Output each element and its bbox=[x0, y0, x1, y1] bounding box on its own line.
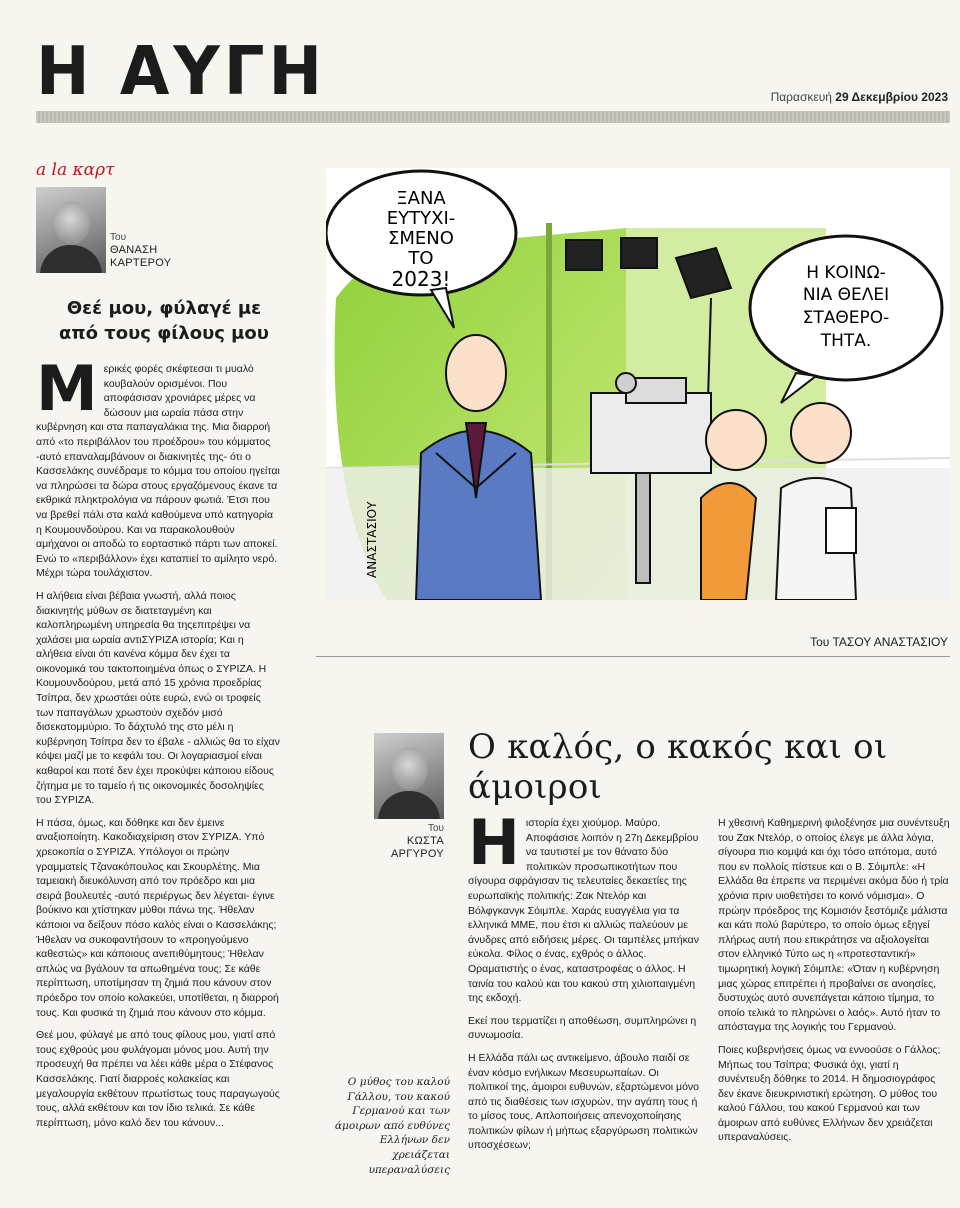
bubble-right-line: ΝΙΑ ΘΕΛΕΙ bbox=[802, 285, 890, 305]
paragraph: Η Ελλάδα πάλι ως αντικείμενο, άβουλο παιδί σε έναν κόσμο ενήλικων Μεσευρωπαίων. Οι πολιτικοί της, άμοιροι ευθυνών, εξαρτώμενοι μόνο από τις διαθέσεις των ισχυρών, την αγάπη τους ή το μίσος τους. Απλοποιήσεις απενοχοποίησης πολιτικών φίλων ή μήπως εξαργύρωση πολιτικών υποσχέσεων; bbox=[468, 1051, 700, 1152]
right-article-col2 bbox=[718, 816, 950, 1153]
title-line: από τους φίλους μου bbox=[59, 323, 269, 344]
bubble-left-line: ΣΜΕΝΟ bbox=[388, 228, 454, 249]
author-first-name: ΚΩΣΤΑ bbox=[406, 835, 444, 847]
bubble-left-line: ΤΟ bbox=[408, 248, 434, 269]
issue-date-value: 29 Δεκεμβρίου 2023 bbox=[835, 90, 948, 104]
left-byline bbox=[110, 231, 170, 270]
author-first-name: ΘΑΝΑΣΗ bbox=[110, 244, 158, 256]
right-byline bbox=[380, 822, 444, 861]
paragraph: Εκεί που τερματίζει η αποθέωση, συμπληρώνει η συνωμοσία. bbox=[468, 1014, 697, 1042]
masthead-rule bbox=[36, 111, 950, 123]
paragraph: Θεέ μου, φύλαγέ με από τους φίλους μου, γιατί από τους εχθρούς μου φυλάγομαι μόνος μου. Αυτή την προσευχή θα πρέπει να λέει κάθε μέρα ο Στέφανος Κασσελάκης. Γιατί διαρροές κολακείας και μεγαλουργία εκθέτουν πρωτίστως τους παραγωγούς τους, αλλά εκθέτουν και τον ίδιο τελικά. Σε κάθε περίπτωση, μόνο καλό δεν του κάνουν... bbox=[36, 1029, 280, 1129]
dropcap: Η bbox=[468, 806, 520, 879]
title-line: Θεέ μου, φύλαγέ με bbox=[66, 298, 262, 319]
bubble-right-line: Η ΚΟΙΝΩ- bbox=[806, 263, 886, 283]
left-article-body bbox=[36, 352, 280, 1138]
left-article-title bbox=[54, 296, 274, 346]
cartoonist-signature: ΑΝΑΣΤΑΣΙΟΥ bbox=[365, 501, 379, 578]
newspaper-masthead: Η ΑΥΓΗ bbox=[36, 33, 327, 111]
right-article-title: Ο καλός, ο κακός και οι άμοιροι bbox=[468, 727, 888, 807]
right-article-col1 bbox=[468, 806, 700, 1161]
paragraph: Η πάσα, όμως, και δόθηκε και δεν έμεινε αναξιοποίητη. Κακοδιαχείριση στον ΣΥΡΙΖΑ. Υπό χρεοκοπία ο ΣΥΡΙΖΑ. Υπόλογοι οι πρώην γραμματείς Τζανακόπουλος και Σκουρλέτης. Μια ταμειακή διευκόλυνση από τον πρόεδρο και μια σειρά βουλευτές -αυτό περιέργως δεν λέγεται- έγινε βούκινο και χτίστηκαν μύθοι πάνω της. Ήθελαν κάποιοι να δείξουν πόσο καλός είναι ο Κασσελάκης; Ήθελαν να συκοφαντήσουν το «προηγούμενο καθεστώς» και κάποιους ανεπιθύμητους; Ήθελαν απλώς να βγάλουν τα απωθημένα τους; Σε κάθε περίπτωση, υποτίμησαν τη ζημιά που κάνουν στον πρόεδρο τον οποίο κολακεύει, υποτίθεται, η διαρροή τους. Και φυσικά τη ζημιά που κάνουν στο κόμμα. bbox=[36, 816, 279, 1019]
author-photo-karteros bbox=[36, 187, 106, 273]
paragraph: Η χθεσινή Καθημερινή φιλοξένησε μια συνέντευξη του Ζακ Ντελόρ, ο οποίος έλεγε με άλλα λόγια, σίγουρα πιο κομψά και όχι τόσο απότομα, αυτό που εν πολλοίς πίστευε και ο Β. Σόιμπλε: «Η Ελλάδα θα έπρεπε να περιμένει ακόμα δύο ή τρία χρόνια πριν υιοθετήσει το κοινό νόμισμα». Ο πρώην πρόεδρος της Κομισιόν ξεστόμιζε μάλιστα και κάτι πολύ βαρύτερο, το οποίο όμως εξηγεί πλήρως αυτή που επικράτησε να αξιολογείται στον ελληνικό Τύπο ως η «προτεσταντική» τιμωρητική λογική Σόιμπλε: «Όταν η κυβέρνηση μιας χώρας επιτρέπει ή προβαίνει σε ανοησίες, δυστυχώς αυτό συνεπάγεται κάποιο τίμημα, το οποίο τελικά το πληρώνει ο λαός». Αυτό ήταν το απόσταγμα της λογικής του Γερμανού. bbox=[718, 817, 950, 1034]
pull-quote: Ο μύθος του καλού Γάλλου, του κακού Γερμανού και των άμοιρων από ευθύνες Ελλήνων δεν χρειάζεται υπεραναλύσεις bbox=[334, 1076, 450, 1176]
author-last-name: ΑΡΓΥΡΟΥ bbox=[390, 848, 444, 860]
paragraph: Η αλήθεια είναι βέβαια γνωστή, αλλά ποιος διακινητής μύθων σε διατεταγμένη και καλοπληρωμένη υπηρεσία θα τηςεπιτρέψει να χαλάσει μια ωραία αντιΣΥΡΙΖΑ ιστορία; Και η αλήθεια είναι ότι κανένα κόμμα δεν έχει τα οικονομικά του τακτοποιημένα όπως ο ΣΥΡΙΖΑ. Η Κουμουνδούρου, μετά από 15 χρόνια προεδρίας Τσίπρα, δεν χρωστάει ούτε ευρώ, ενώ οι τροφείς των παπαγάλων χρωστούν σχεδόν μισό δισεκατομμύριο. Το δάχτυλό της στο μέλι η κυβέρνηση Τσίπρα δεν το έβαλε - αλλιώς θα το είχαν κόψει μαζί με το κεφάλι του. Οι λογαριασμοί είναι καθαροί και ποτέ δεν έχει προκύψει κάποιου είδους ζήτημα με το ταμείο ή τις οικονομικές δοσοληψίες του ΣΥΡΙΖΑ. bbox=[36, 589, 280, 807]
issue-date bbox=[771, 90, 948, 104]
bubble-left-line: 2023! bbox=[391, 267, 451, 291]
issue-weekday: Παρασκευή bbox=[770, 90, 832, 104]
credit-name: ΤΑΣΟΥ ΑΝΑΣΤΑΣΙΟΥ bbox=[832, 635, 948, 649]
author-last-name: ΚΑΡΤΕΡΟΥ bbox=[110, 257, 172, 269]
political-cartoon bbox=[326, 168, 950, 600]
dropcap: Μ bbox=[36, 352, 98, 425]
bubble-right-line: ΣΤΑΘΕΡΟ- bbox=[802, 308, 890, 328]
column-tag: a la καρτ bbox=[36, 160, 115, 180]
paragraph: Ποιες κυβερνήσεις όμως να εννοούσε ο Γάλλος; Μήπως του Τσίπρα; Φυσικά όχι, γιατί η συνέντευξη δόθηκε το 2014. Η δημοσιογράφος δεν έκανε διευκρινιστική ερώτηση. Ο μύθος του καλού Γάλλου, του κακού Γερμανού και των άμοιρων από ευθύνες Ελλήνων δεν χρειάζεται υπεραναλύσεις. bbox=[718, 1043, 941, 1144]
paragraph: ιστορία έχει χιούμορ. Μαύρο. Αποφάσισε λοιπόν η 27η Δεκεμβρίου να ταυτιστεί με τον θάνατο δύο πολιτικών προσωπικοτήτων που σίγουρα σφράγισαν τις τελευταίες δεκαετίες της ευρωπαϊκής πολιτικής: Ζακ Ντελόρ και Βόλφγκανγκ Σόιμπλε. Χαράς ευαγγέλια για τα ελληνικά ΜΜΕ, που έτσι κι αλλιώς παλεύουν με άνυδρες από ειδήσεις μέρες. Οι ταμπέλες μπήκαν εύκολα. Φίλος ο ένας, εχθρός ο άλλος. Οραματιστής ο ένας, καταστροφέας ο άλλος. Η ταινία του καλού και του κακού στη χιλιοπαιγμένη της εκδοχή. bbox=[468, 817, 700, 1005]
author-photo-argyrou bbox=[374, 733, 444, 819]
bubble-right-line: ΤΗΤΑ. bbox=[820, 331, 872, 351]
paragraph: ερικές φορές σκέφτεσαι τι μυαλό κουβαλούν ορισμένοι. Που αποφάσισαν χρονιάρες μέρες να δώσουν μια ωραία πάσα στην κυβέρνηση και στα παπαγαλάκια της. Μια διαρροή από «το περιβάλλον του προέδρου» του κόμματος -αυτό επαναλαμβάνουν οι διακινητές της- ότι ο Κασσελάκης συνέδραμε το κόμμα του οποίου ηγείται να πληρώσει τα δώρα στους εργαζόμενους έκανε τα εκθρικά πληκτρολόγια να πάρουν φωτιά. Έτσι που να βρεθεί πάλι στα καλά καθούμενα υπό κατηγορία η Κουμουνδούρου. Και να παρακολουθούν αμήχανοι οι αποδώ το εορταστικό πάρτι των αποκεί. Ενώ το «περιβάλλον» έχει καταπιεί το αμίλητο νερό. Μέχρι τώρα τουλάχιστον. bbox=[36, 363, 280, 580]
cartoon-credit bbox=[810, 635, 948, 649]
byline-prefix: Του bbox=[110, 232, 127, 243]
section-divider bbox=[316, 656, 950, 657]
byline-prefix: Του bbox=[427, 823, 444, 834]
credit-prefix: Του bbox=[810, 635, 830, 649]
bubble-left-line: ΞΑΝΑ bbox=[396, 188, 446, 209]
bubble-left-line: ΕΥΤΥΧΙ- bbox=[386, 208, 456, 229]
